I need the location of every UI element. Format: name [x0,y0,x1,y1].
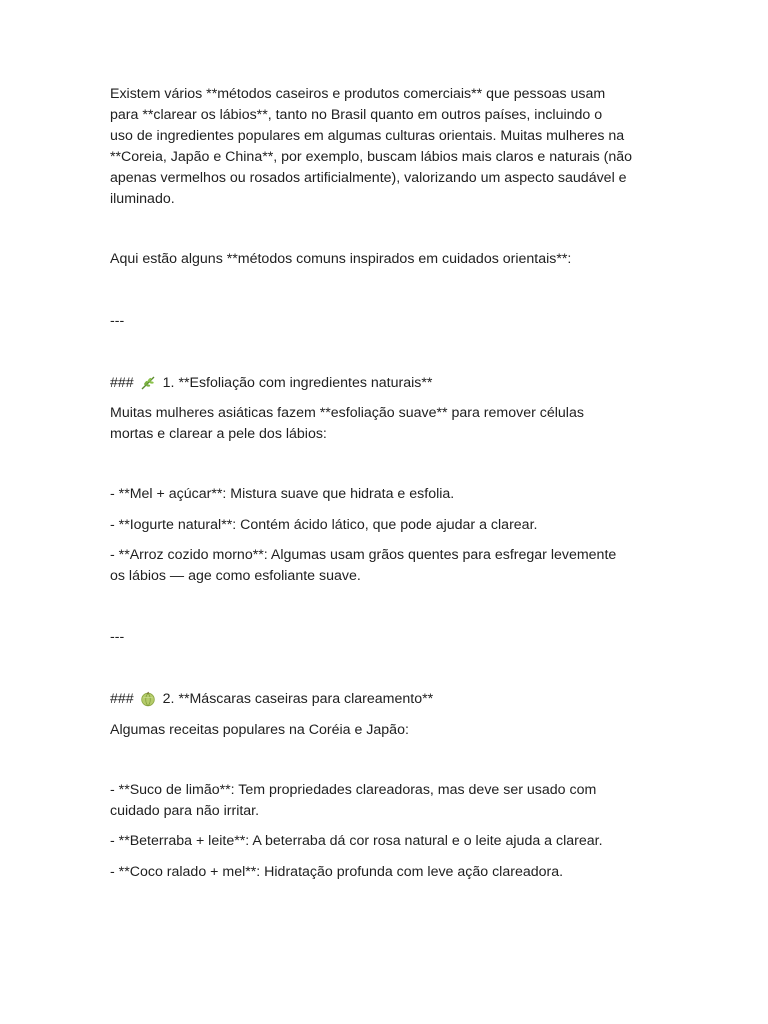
intro-line: para **clarear os lábios**, tanto no Brasil quanto em outros países, incluindo o [110,107,603,123]
divider: --- [110,629,125,645]
list-item-continuation: cuidado para não irritar. [110,803,260,819]
intro-line: uso de ingredientes populares em algumas culturas orientais. Muitas mulheres na [110,128,625,144]
section-heading [110,689,670,709]
intro-line: iluminado. [110,191,175,207]
heading-prefix: ### [110,691,134,707]
herb-icon [140,375,156,391]
section-heading [110,373,670,393]
list-item: - **Iogurte natural**: Contém ácido lático, que pode ajudar a clarear. [110,517,538,533]
list-item-continuation: os lábios — age como esfoliante suave. [110,568,361,584]
section-desc-line: Algumas receitas populares na Coréia e Japão: [110,722,409,738]
intro-line: **Coreia, Japão e China**, por exemplo, buscam lábios mais claros e naturais (não [110,149,633,165]
heading-title: 1. **Esfoliação com ingredientes naturais** [162,375,433,391]
lead-text: Aqui estão alguns **métodos comuns inspirados em cuidados orientais**: [110,251,572,267]
intro-line: Existem vários **métodos caseiros e produtos comerciais** que pessoas usam [110,86,606,102]
list-item: - **Mel + açúcar**: Mistura suave que hidrata e esfolia. [110,486,455,502]
list-item: - **Suco de limão**: Tem propriedades clareadoras, mas deve ser usado com [110,782,597,798]
heading-prefix: ### [110,375,134,391]
list-item: - **Beterraba + leite**: A beterraba dá cor rosa natural e o leite ajuda a clarear. [110,833,603,849]
intro-line: apenas vermelhos ou rosados artificialmente), valorizando um aspecto saudável e [110,170,627,186]
list-item: - **Arroz cozido morno**: Algumas usam grãos quentes para esfregar levemente [110,547,617,563]
heading-title: 2. **Máscaras caseiras para clareamento** [162,691,434,707]
list-item: - **Coco ralado + mel**: Hidratação profunda com leve ação clareadora. [110,864,564,880]
section-desc-line: Muitas mulheres asiáticas fazem **esfoliação suave** para remover células [110,405,584,421]
divider: --- [110,313,125,329]
melon-icon [140,691,156,707]
section-desc-line: mortas e clarear a pele dos lábios: [110,426,327,442]
